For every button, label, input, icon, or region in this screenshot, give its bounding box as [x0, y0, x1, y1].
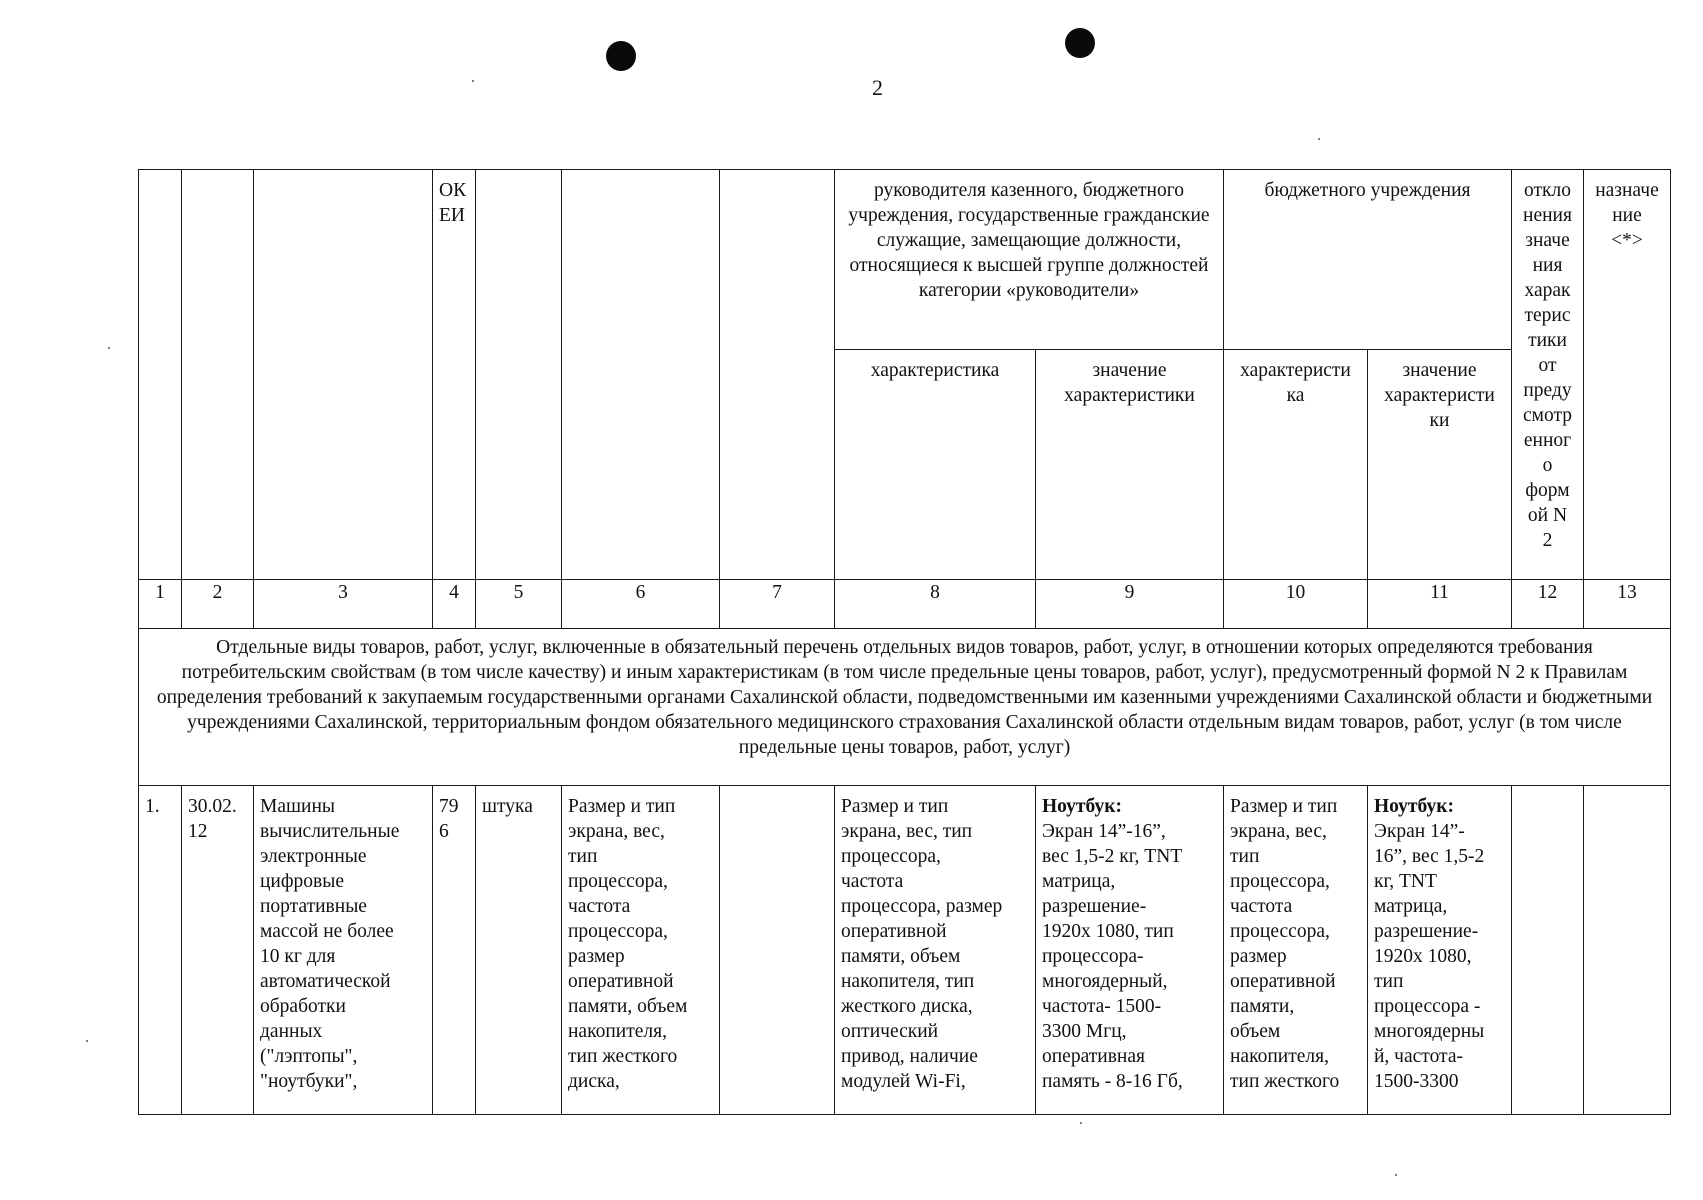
column-number: 5: [476, 580, 562, 629]
table-row: [139, 786, 1671, 1115]
column-number: 4: [433, 580, 476, 629]
requirements-table: [138, 169, 1671, 1115]
form2-characteristics: Размер и тип экрана, вес, тип процессора, частота процессора, размер оперативной памяти, объем накопителя, тип жесткого диска,: [562, 786, 720, 1115]
header-cell-6: [562, 170, 720, 580]
column-number: 3: [254, 580, 433, 629]
column-number: 11: [1368, 580, 1512, 629]
heads-values: [1036, 786, 1224, 1115]
header-group-budget: бюджетного учреждения: [1224, 170, 1512, 350]
column-number: 13: [1584, 580, 1671, 629]
form2-values: [720, 786, 835, 1115]
header-purpose: назначе ние <*>: [1584, 170, 1671, 580]
column-number-row: [139, 580, 1671, 629]
scan-speck: [1080, 1122, 1082, 1124]
header-row-top: [139, 170, 1671, 350]
header-cell-5: [476, 170, 562, 580]
header-cell-7: [720, 170, 835, 580]
heads-characteristics: Размер и тип экрана, вес, тип процессора, частота процессора, размер оперативной памяти, объем накопителя, тип жесткого диска, оптический привод, наличие модулей Wi-Fi,: [835, 786, 1036, 1115]
header-value-heads: значение характеристики: [1036, 350, 1224, 580]
heads-values-text: Экран 14”-16”, вес 1,5-2 кг, TNT матрица, разрешение- 1920x 1080, тип процессора- многоядерный, частота- 1500- 3300 Мгц, оперативная память - 8-16 Гб,: [1042, 821, 1183, 1092]
header-characteristic-heads: характеристика: [835, 350, 1036, 580]
scan-speck: [1318, 138, 1320, 140]
column-number: 1: [139, 580, 182, 629]
okei-code: 79 6: [433, 786, 476, 1115]
budget-values-text: Экран 14”- 16”, вес 1,5-2 кг, TNT матрица, разрешение- 1920x 1080, тип процессора - многоядерны й, частота- 1500-3300: [1374, 821, 1485, 1092]
page-number: 2: [872, 75, 883, 100]
budget-characteristics: Размер и тип экрана, вес, тип процессора, частота процессора, размер оперативной памяти, объем накопителя, тип жесткого: [1224, 786, 1368, 1115]
column-number: 7: [720, 580, 835, 629]
scan-speck: [1395, 1174, 1397, 1176]
header-cell-1: [139, 170, 182, 580]
row-number: 1.: [139, 786, 182, 1115]
budget-values: [1368, 786, 1512, 1115]
budget-values-title: Ноутбук:: [1374, 796, 1454, 817]
column-number: 6: [562, 580, 720, 629]
column-number: 2: [182, 580, 254, 629]
column-number: 12: [1512, 580, 1584, 629]
unit-name: штука: [476, 786, 562, 1115]
header-cell-3: [254, 170, 433, 580]
okpd2-code: 30.02. 12: [182, 786, 254, 1115]
heads-values-title: Ноутбук:: [1042, 796, 1122, 817]
header-group-heads: руководителя казенного, бюджетного учреждения, государственные гражданские служащие, замещающие должности, относящиеся к высшей группе должностей категории «руководители»: [835, 170, 1224, 350]
scan-speck: [108, 347, 110, 349]
section-banner: Отдельные виды товаров, работ, услуг, включенные в обязательный перечень отдельных видов товаров, работ, услуг, в отношении которых определяются требования потребительским свойствам (в том числе качеству) и иным характеристикам (в том числе предельные цены товаров, работ, услуг), предусмотренный формой N 2 к Правилам определения требований к закупаемым государственными органами Сахалинской области, подведомственными им казенными учреждениями Сахалинской области и бюджетными учреждениями Сахалинской, территориальным фондом обязательного медицинского страхования Сахалинской области отдельным видам товаров, работ, услуг (в том числе предельные цены товаров, работ, услуг): [139, 629, 1671, 786]
scan-speck: [472, 80, 474, 82]
header-cell-2: [182, 170, 254, 580]
section-banner-row: [139, 629, 1671, 786]
column-number: 8: [835, 580, 1036, 629]
deviation-value: [1512, 786, 1584, 1115]
purpose-value: [1584, 786, 1671, 1115]
punch-hole-left: [606, 41, 636, 71]
header-deviation: откло нения значе ния харак терис тики от преду смотр енног о форм ой N 2: [1512, 170, 1584, 580]
product-name: Машины вычислительные электронные цифровые портативные массой не более 10 кг для автоматической обработки данных ("лэптопы", "ноутбуки",: [254, 786, 433, 1115]
column-number: 9: [1036, 580, 1224, 629]
header-value-budget: значение характеристи ки: [1368, 350, 1512, 580]
scan-speck: [86, 1040, 88, 1042]
column-number: 10: [1224, 580, 1368, 629]
header-okei: ОК ЕИ: [433, 170, 476, 580]
punch-hole-right: [1065, 28, 1095, 58]
header-characteristic-budget: характеристи ка: [1224, 350, 1368, 580]
